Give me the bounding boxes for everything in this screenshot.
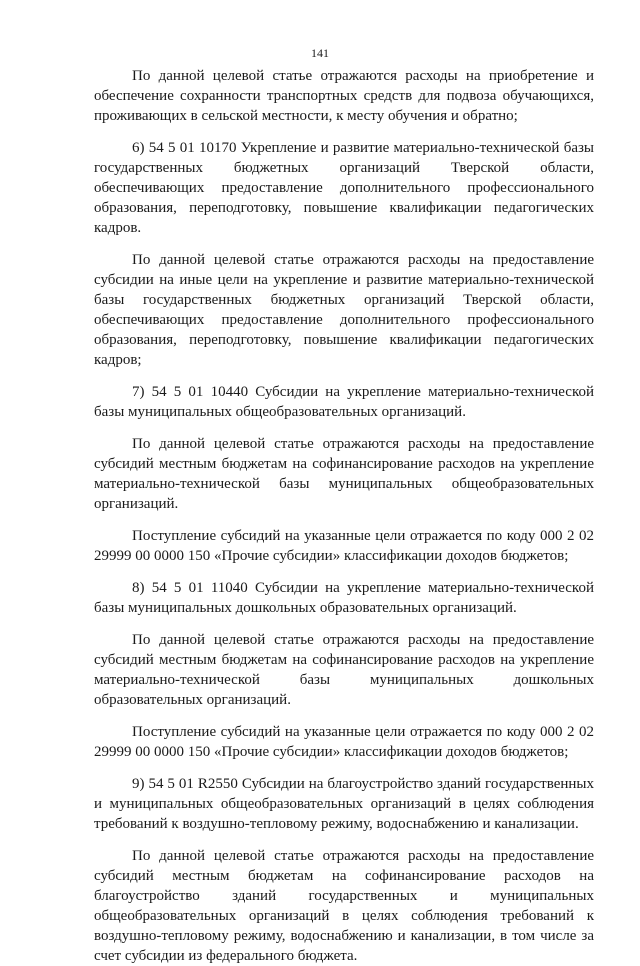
- paragraph-item-6-description: По данной целевой статье отражаются расходы на предоставление субсидии на иные цели на укрепление и развитие материально-технической базы государственных бюджетных организаций Тверской области, обеспечивающих предоставление дополнительного профессионального образования, переподготовку, повышение квалификации педагогических кадров;: [94, 252, 594, 368]
- paragraph-item-8-revenue-code: Поступление субсидий на указанные цели отражается по коду 000 2 02 29999 00 0000 150 «Прочие субсидии» классификации доходов бюджетов;: [94, 724, 594, 760]
- paragraph-item-7-heading: 7) 54 5 01 10440 Субсидии на укрепление материально-технической базы муниципальных общеобразовательных организаций.: [94, 384, 594, 420]
- paragraph-item-8-heading: 8) 54 5 01 11040 Субсидии на укрепление материально-технической базы муниципальных дошкольных образовательных организаций.: [94, 580, 594, 616]
- page-number: 141: [311, 46, 329, 60]
- paragraph-item-8-description: По данной целевой статье отражаются расходы на предоставление субсидий местным бюджетам на софинансирование расходов на укрепление материально-технической базы муниципальных дошкольных образовательных организаций.: [94, 632, 594, 708]
- document-body: [94, 66, 594, 966]
- paragraph-item-7-description: По данной целевой статье отражаются расходы на предоставление субсидий местным бюджетам на софинансирование расходов на укрепление материально-технической базы муниципальных общеобразовательных организаций.: [94, 436, 594, 512]
- paragraph-item-9-heading: 9) 54 5 01 R2550 Субсидии на благоустройство зданий государственных и муниципальных общеобразовательных организаций в целях соблюдения требований к воздушно-тепловому режиму, водоснабжению и канализации.: [94, 776, 594, 832]
- paragraph-item-9-description: По данной целевой статье отражаются расходы на предоставление субсидий местным бюджетам на софинансирование расходов на благоустройство зданий государственных и муниципальных общеобразовательных организаций в целях соблюдения требований к воздушно-тепловому режиму, водоснабжению и канализации, в том числе за счет субсидии из федерального бюджета.: [94, 848, 594, 964]
- paragraph-item-6-heading: 6) 54 5 01 10170 Укрепление и развитие материально-технической базы государственных бюджетных организаций Тверской области, обеспечивающих предоставление дополнительного профессионального образования, переподготовку, повышение квалификации педагогических кадров.: [94, 140, 594, 236]
- paragraph-transport-expenses: По данной целевой статье отражаются расходы на приобретение и обеспечение сохранности транспортных средств для подвоза обучающихся, проживающих в сельской местности, к месту обучения и обратно;: [94, 68, 594, 124]
- paragraph-item-7-revenue-code: Поступление субсидий на указанные цели отражается по коду 000 2 02 29999 00 0000 150 «Прочие субсидии» классификации доходов бюджетов;: [94, 528, 594, 564]
